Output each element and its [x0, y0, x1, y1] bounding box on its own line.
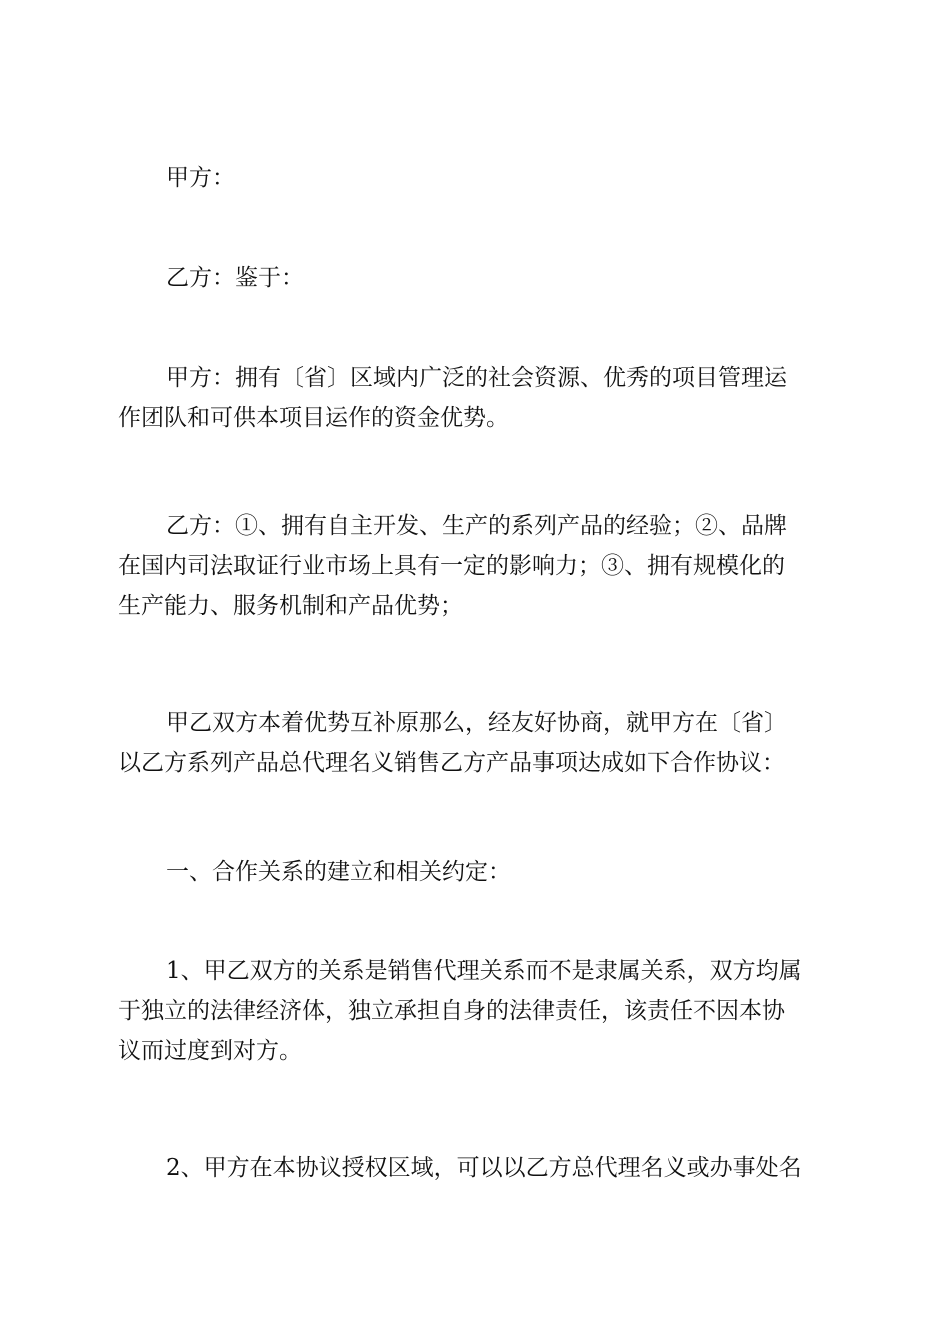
- text-line: 甲乙双方本着优势互补原那么，经友好协商，就甲方在〔省〕: [166, 710, 787, 736]
- text-line: 议而过度到对方。: [118, 1038, 302, 1064]
- text-line: 于独立的法律经济体，独立承担自身的法律责任，该责任不因本协: [118, 998, 785, 1024]
- paragraph-party-a: [118, 158, 834, 198]
- text-line: 作团队和可供本项目运作的资金优势。: [118, 405, 509, 431]
- text-line: 乙方：鉴于：: [166, 265, 304, 291]
- paragraph-agreement-preamble: [118, 703, 834, 783]
- text-line: 2、甲方在本协议授权区域，可以以乙方总代理名义或办事处名: [166, 1155, 802, 1181]
- text-line: 在国内司法取证行业市场上具有一定的影响力；③、拥有规模化的: [118, 553, 785, 579]
- section-heading-1: [118, 852, 834, 892]
- paragraph-party-b: [118, 258, 834, 298]
- text-line: 甲方：拥有〔省〕区域内广泛的社会资源、优秀的项目管理运: [166, 365, 787, 391]
- clause-1: [118, 951, 834, 1071]
- text-line: 乙方：①、拥有自主开发、生产的系列产品的经验；②、品牌: [166, 513, 787, 539]
- text-line: 以乙方系列产品总代理名义销售乙方产品事项达成如下合作协议：: [118, 750, 785, 776]
- paragraph-party-b-advantages: [118, 506, 834, 626]
- paragraph-party-a-resources: [118, 358, 834, 438]
- text-line: 1、甲乙双方的关系是销售代理关系而不是隶属关系，双方均属: [166, 958, 802, 984]
- text-line: 甲方：: [166, 165, 235, 191]
- text-line: 生产能力、服务机制和产品优势；: [118, 593, 463, 619]
- clause-2: [118, 1148, 834, 1188]
- text-line: 一、合作关系的建立和相关约定：: [166, 859, 511, 885]
